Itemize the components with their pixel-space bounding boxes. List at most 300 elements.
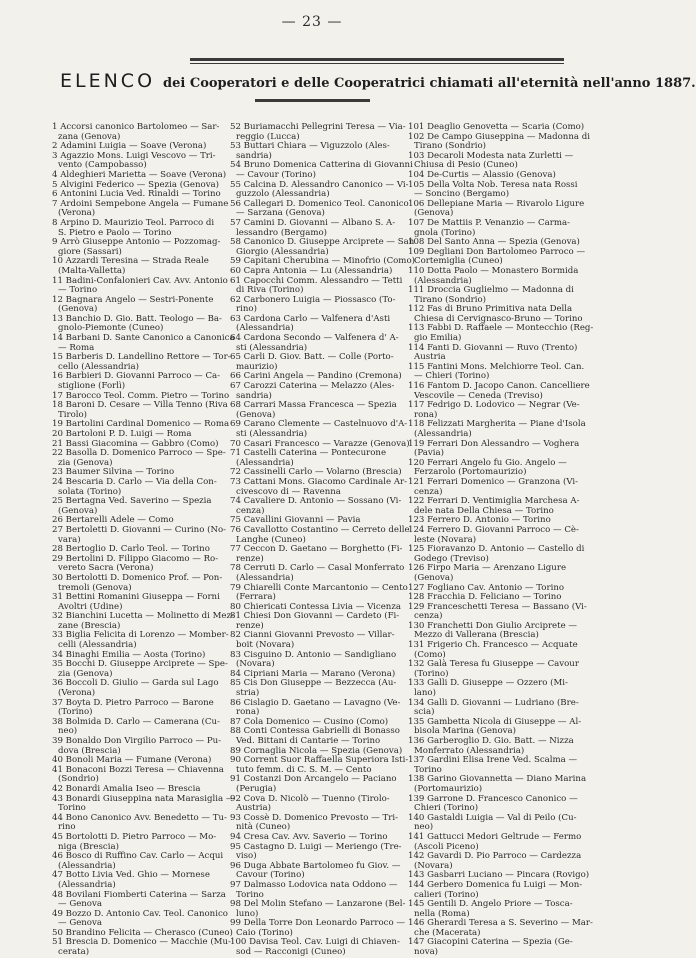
list-entry (408, 246, 586, 267)
list-entry (408, 152, 574, 171)
entry-continuation: reggio (Lucca) (236, 131, 300, 142)
entry-continuation: Tirano (Sondrio) (414, 141, 486, 152)
list-entry (408, 496, 580, 516)
entry-text: 19 Bartolini Cardinal Domenico — Roma (52, 419, 230, 430)
entry-continuation: (Genova) (236, 409, 276, 420)
entry-text: 5 Alvigini Federico — Spezia (Genova) (52, 179, 220, 190)
entry-continuation: zane (Brescia) (58, 620, 121, 631)
entry-text: 145 Gentili D. Angelo Priore — Tosca- (408, 899, 573, 910)
entry-text: 17 Barocco Teol. Comm. Pietro — Torino (52, 390, 230, 401)
entry-text: 67 Carozzi Caterina — Melazzo (Ales- (230, 381, 395, 392)
entry-text: 101 Deaglio Genovetta — Scaria (Como) (408, 122, 585, 132)
list-entry (52, 313, 222, 334)
entry-text: 117 Fedrigo D. Lodovico — Negrar (Ve- (408, 400, 580, 411)
entry-text: 65 Carli D. Giov. Batt. — Colle (Porto- (230, 352, 394, 363)
entry-continuation: Godego (Treviso) (414, 553, 489, 564)
list-entry (52, 152, 218, 171)
entry-continuation: (Portomaurizio) (414, 783, 483, 794)
entry-text: 15 Barberis D. Landellino Rettore — Tor- (52, 352, 231, 363)
entry-text: 2 Adamini Luigia — Soave (Verona) (52, 141, 207, 152)
list-entry (408, 131, 590, 152)
entry-text: 46 Bosco di Ruffino Cav. Carlo — Acqui (52, 851, 224, 862)
entry-continuation: (Verona) (58, 688, 96, 699)
entry-continuation: gio Emilia) (414, 333, 462, 344)
entry-continuation: (Sondrio) (58, 774, 99, 785)
list-entry (52, 908, 228, 929)
entry-continuation: vereto Sacra (Verona) (58, 563, 154, 574)
entry-text: 28 Bertoglio D. Carlo Teol. — Torino (52, 544, 210, 555)
list-entry (408, 361, 585, 382)
entry-text: 56 Callegari D. Domenico Teol. Canonico (230, 198, 409, 209)
entry-continuation: renze) (236, 620, 264, 631)
list-entry (230, 755, 409, 775)
list-entry (230, 382, 396, 401)
entry-continuation: — Cavour (Torino) (236, 169, 316, 180)
list-entry (408, 219, 574, 238)
entry-text: 95 Castagno D. Luigi — Meriengo (Tre- (230, 841, 402, 852)
entry-text: 94 Cresa Cav. Avv. Saverio — Torino (230, 831, 388, 842)
list-entry (52, 198, 229, 219)
entry-text: 86 Cislagio D. Gaetano — Lavagno (Ve- (230, 697, 401, 708)
list-entry (230, 631, 396, 650)
entry-continuation: Cavour (Torino) (236, 870, 305, 881)
entry-continuation: (Perugia) (236, 783, 277, 794)
entry-continuation: celli (Alessandria) (58, 640, 137, 651)
list-entry (408, 918, 593, 938)
entry-text: 18 Baroni D. Cesare — Villa Tenno (Riva (52, 400, 228, 411)
entry-text: 129 Franceschetti Teresa — Bassano (Vi- (408, 601, 587, 612)
list-entry (230, 353, 396, 372)
list-entry (52, 593, 218, 612)
entry-continuation: Langhe (Cuneo) (236, 534, 306, 545)
list-entry (230, 315, 396, 334)
list-entry (52, 793, 235, 814)
entry-continuation: — Genova (58, 918, 102, 929)
list-entry (408, 265, 579, 286)
list-entry (408, 323, 594, 344)
entry-continuation: (Novara) (414, 860, 453, 871)
list-entry (408, 697, 579, 718)
entry-continuation: di Riva (Torino) (236, 285, 304, 296)
list-entry (408, 342, 578, 363)
list-entry (52, 572, 223, 593)
list-entry (408, 879, 583, 900)
entry-continuation: Austria) (236, 803, 271, 814)
list-entry (408, 179, 578, 200)
list-entry (230, 814, 396, 833)
entry-text: 76 Cavallotto Costantino — Cerreto delle (230, 524, 410, 535)
entry-text: 51 Brescia D. Domenico — Macchie (Mu- (52, 937, 231, 948)
list-entry (52, 679, 218, 698)
list-entry (52, 275, 228, 296)
list-entry (52, 333, 235, 353)
entry-text: 36 Boccoli D. Giulio — Garda sul Lago (52, 678, 219, 689)
entry-text: 99 Della Torre Don Leonardo Parroco — (230, 918, 405, 929)
entry-continuation: zana (Genova) (58, 131, 121, 142)
entry-continuation: luno) (236, 908, 259, 919)
entry-continuation: (Alessandria) (236, 572, 294, 583)
entry-continuation: (Ascoli Piceno) (414, 841, 479, 852)
entry-text: 78 Cerruti D. Carlo — Casal Monferrato (230, 563, 405, 574)
list-entry (230, 333, 399, 353)
entry-continuation: Chiusa di Pesio (Cuneo) (414, 160, 518, 171)
entry-continuation: giore (Sassari) (58, 246, 122, 257)
entry-continuation: (Como) (414, 649, 446, 660)
entry-text: 40 Bonoli Maria — Fumane (Verona) (52, 755, 212, 766)
list-entry (408, 476, 579, 497)
entry-continuation: Tirano (Sondrio) (414, 294, 486, 305)
entry-continuation: sod — Racconigi (Cuneo) (236, 947, 346, 958)
entry-text: 103 Decaroli Modesta nata Zurletti — (408, 150, 574, 161)
entry-text: 29 Bertolini D. Filippo Giacomo — Ro- (52, 553, 219, 564)
entry-text: 110 Dotta Paolo — Monastero Bormida (408, 265, 579, 276)
entry-text: 8 Arpino D. Maurizio Teol. Parroco di (52, 217, 215, 228)
list-entry (52, 851, 224, 871)
entry-text: 80 Chiericati Contessa Livia — Vicenza (230, 601, 401, 612)
entry-continuation: Chieri (Torino) (414, 803, 479, 814)
list-entry (230, 860, 401, 881)
entry-continuation: zia (Genova) (58, 668, 113, 679)
entry-continuation: niga (Brescia) (58, 841, 119, 852)
entry-continuation: (Malta-Valletta) (58, 265, 126, 276)
entry-continuation: cello (Alessandria) (58, 361, 140, 372)
entry-continuation: — Torino (58, 285, 98, 296)
entry-text: 12 Bagnara Angelo — Sestri-Ponente (52, 294, 214, 305)
entry-continuation: stiglione (Forlì) (58, 381, 126, 392)
entry-continuation: boit (Novara) (236, 640, 295, 651)
entry-continuation: zia (Genova) (58, 457, 113, 468)
entry-continuation: neo) (58, 726, 78, 737)
list-entry (408, 716, 582, 737)
entry-text: 71 Castelli Caterina — Pontecurone (230, 448, 387, 459)
entry-continuation: nova) (414, 947, 439, 958)
entry-text: 92 Cova D. Nicolò — Tuenno (Tirolo- (230, 793, 390, 804)
entry-continuation: vento (Campobasso) (58, 160, 147, 171)
list-entry (408, 851, 582, 871)
entry-text: 58 Canonico D. Giuseppe Arciprete — San (230, 237, 415, 248)
entry-continuation: viso) (236, 851, 257, 862)
entry-text: 13 Banchio D. Gio. Batt. Teologo — Ba- (52, 313, 222, 324)
entry-continuation: (Verona) (58, 208, 96, 219)
entry-continuation: guzzolo (Alessandria) (236, 189, 330, 200)
entry-continuation: Giorgio (Alessandria) (236, 246, 329, 257)
entry-continuation: leste (Novara) (414, 534, 477, 545)
list-entry (52, 659, 228, 679)
entry-text: 82 Cianni Giovanni Prevosto — Villar- (230, 630, 395, 641)
entry-continuation: Torino (236, 889, 264, 900)
list-entry (408, 774, 587, 794)
list-entry (408, 900, 574, 919)
entry-text: 31 Bettini Romanini Giuseppa — Forni (52, 592, 220, 603)
entry-text: 89 Cornaglia Nicola — Spezia (Genova) (230, 745, 403, 756)
entry-text: 132 Galà Teresa fu Giuseppe — Cavour (408, 659, 579, 670)
list-entry (408, 419, 586, 439)
list-entry (52, 833, 218, 852)
entry-continuation: (Alessandria) (58, 879, 116, 890)
entry-continuation: neo) (414, 822, 434, 833)
entry-text: 55 Calcina D. Alessandro Canonico — Vi- (230, 179, 409, 190)
list-entry (52, 352, 231, 372)
list-entry (230, 775, 396, 794)
entry-continuation: cerata) (58, 947, 90, 958)
list-entry (230, 237, 415, 257)
column-1 (52, 122, 235, 958)
list-entry (52, 371, 221, 392)
list-entry (408, 286, 574, 305)
entry-text: 127 Fogliano Cav. Antonio — Torino (408, 582, 565, 593)
list-entry (52, 219, 218, 238)
entry-text: 135 Gambetta Nicola di Giuseppe — Al- (408, 716, 582, 727)
entry-text: 27 Bertoletti D. Giovanni — Curino (No- (52, 524, 227, 535)
list-entry (230, 899, 406, 919)
list-entry (52, 699, 218, 718)
entry-text: 35 Bocchi D. Giuseppe Arciprete — Spe- (52, 659, 228, 670)
entry-text: 50 Brandino Felicita — Cherasco (Cuneo) (52, 927, 233, 938)
entry-continuation: (Alessandria) (414, 275, 472, 286)
list-entry (408, 831, 582, 852)
column-2 (230, 122, 415, 958)
entry-text: 63 Cardona Carlo — Valfenera d'Asti (230, 313, 391, 324)
entry-text: 6 Antonini Lucia Ved. Rinaldi — Torino (52, 189, 221, 200)
entry-continuation: sandria) (236, 390, 272, 401)
entry-text: 75 Cavallini Giovanni — Pavia (230, 515, 361, 526)
list-entry (408, 459, 574, 478)
entry-text: 32 Bianchini Lucetta — Molinetto di Mez- (52, 611, 234, 622)
entry-text: 22 Basolla D. Domenico Parroco — Spe- (52, 448, 226, 459)
entry-text: 26 Bertarelli Adele — Como (52, 515, 174, 526)
entry-text: 133 Galli D. Giuseppe — Ozzero (Mi- (408, 678, 568, 689)
list-entry (52, 611, 234, 631)
entry-text: 115 Fantini Mons. Melchiorre Teol. Can. (408, 361, 585, 372)
list-entry (408, 737, 574, 756)
entry-continuation: S. Pietro e Paolo — Torino (58, 227, 172, 238)
list-entry (230, 841, 402, 862)
entry-text: 128 Fracchia D. Feliciano — Torino (408, 592, 562, 603)
entry-continuation: Chiesa di Cervignasco-Bruno — Torino (414, 313, 583, 324)
entry-text: 41 Bonaconi Bozzi Teresa — Chiavenna (52, 764, 224, 775)
entry-text: 44 Bono Canonico Avv. Benedetto — Tu- (52, 812, 227, 823)
entry-text: 4 Aldeghieri Marietta — Soave (Verona) (52, 169, 227, 180)
list-entry (230, 142, 396, 161)
entry-text: 144 Gerbero Domenica fu Luigi — Mon- (408, 879, 583, 890)
list-entry (230, 275, 403, 296)
entry-text: 52 Buriamacchi Pellegrini Teresa — Via- (230, 122, 406, 132)
entry-continuation: gnola (Torino) (414, 227, 476, 238)
entry-continuation: tremoli (Genova) (58, 582, 132, 593)
entry-text: 137 Gardini Elisa Irene Ved. Scalma — (408, 755, 578, 766)
entry-continuation: nità (Cuneo) (236, 822, 291, 833)
entry-continuation: tuto femm. di C. S. M. — Cento (236, 764, 372, 775)
entry-text: 10 Azzardi Teresina — Strada Reale (52, 256, 209, 267)
entry-text: 130 Franchetti Don Giulio Arciprete — (408, 620, 578, 631)
list-entry (230, 401, 396, 420)
entry-text: 106 Dellepiane Maria — Rivarolo Ligure (408, 198, 585, 209)
entry-text: 146 Gherardi Teresa a S. Severino — Mar- (408, 918, 593, 929)
entry-continuation: scia) (414, 707, 435, 718)
list-entry (408, 620, 578, 641)
entry-text: 126 Firpo Maria — Arenzano Ligure (408, 563, 567, 574)
page-number: — 23 — (281, 14, 343, 30)
entry-continuation: solata (Torino) (58, 486, 122, 497)
entry-continuation: lano) (414, 688, 436, 699)
list-entry (408, 755, 578, 775)
entry-continuation: sti (Alessandria) (236, 429, 308, 439)
list-entry (52, 937, 231, 958)
list-entry (408, 381, 590, 401)
entry-continuation: (Novara) (236, 659, 275, 670)
list-entry (52, 478, 218, 497)
entry-text: 109 Degliani Don Bartolomeo Parroco — (408, 246, 586, 257)
entry-text: 142 Gavardi D. Pio Parroco — Cardezza (408, 851, 582, 862)
entry-continuation: sti (Alessandria) (236, 342, 308, 353)
list-entry (230, 296, 396, 315)
list-entry (230, 198, 409, 219)
entry-text: 23 Baumer Silvina — Torino (52, 467, 175, 478)
entry-text: 124 Ferrero D. Giovanni Parroco — Cè- (408, 524, 579, 535)
entry-text: 37 Boyta D. Pietro Parroco — Barone (52, 697, 214, 708)
list-entry (230, 544, 403, 564)
entry-continuation: (Torino) (414, 668, 449, 679)
top-ornament-rule (190, 58, 564, 61)
entry-text: 120 Ferrari Angelo fu Gio. Angelo — (408, 457, 567, 468)
entry-continuation: (Alessandria) (414, 429, 472, 439)
entry-text: 16 Barbieri D. Giovanni Parroco — Ca- (52, 371, 221, 382)
entry-text: 7 Ardoini Sempebone Angela — Fumane (52, 198, 229, 209)
list-entry (230, 496, 402, 516)
list-entry (408, 938, 574, 957)
entry-continuation: renze) (236, 553, 264, 564)
list-entry (230, 918, 405, 938)
entry-text: 72 Cassinelli Carlo — Volarno (Brescia) (230, 467, 402, 478)
list-entry (52, 718, 218, 737)
list-entry (230, 679, 396, 698)
list-entry (408, 640, 578, 660)
entry-continuation: — Genova (58, 899, 102, 910)
entry-text: 48 Bovilani Fiomberti Caterina — Sarza (52, 889, 226, 900)
list-entry (408, 544, 585, 564)
list-entry (408, 601, 587, 622)
entry-text: 34 Binaghi Emilia — Aosta (Torino) (52, 649, 206, 660)
list-entry (230, 651, 396, 670)
list-entry (408, 198, 585, 219)
entry-continuation: dova (Brescia) (58, 745, 121, 756)
entry-text: 1 Accorsi canonico Bartolomeo — Sar- (52, 122, 220, 132)
list-entry (230, 122, 406, 142)
list-entry (408, 564, 574, 583)
list-entry (52, 524, 227, 545)
entry-text: 111 Droccia Guglielmo — Madonna di (408, 285, 574, 296)
entry-continuation: Cortemiglia (Cuneo) (414, 256, 503, 267)
list-entry (52, 764, 224, 785)
entry-text: 136 Garberoglio D. Gio. Batt. — Nizza (408, 736, 574, 746)
entry-continuation: nella (Roma) (414, 908, 470, 919)
entry-continuation: (Alessandria) (236, 323, 294, 334)
entry-text: 104 De-Curtis — Alassio (Genova) (408, 169, 556, 180)
entry-text: 88 Conti Contessa Gabrielli di Bonasso (230, 726, 400, 737)
entry-text: 113 Fabbi D. Raffaele — Montecchio (Reg- (408, 323, 594, 334)
entry-text: 119 Ferrari Don Alessandro — Voghera (408, 438, 580, 449)
entry-continuation: Ferzarolo (Portomaurizio) (414, 467, 527, 478)
entry-continuation: calieri (Torino) (414, 889, 479, 900)
list-entry (408, 679, 574, 698)
entry-continuation: rona) (236, 707, 260, 718)
list-entry (408, 659, 579, 679)
entry-text: 54 Bruno Domenica Catterina di Giovanni (230, 160, 413, 171)
list-entry (52, 736, 222, 756)
list-entry (230, 795, 396, 814)
entry-text: 77 Ceccon D. Gaetano — Borghetto (Fi- (230, 544, 403, 555)
list-entry (408, 400, 580, 420)
entry-text: 79 Chiarelli Conte Marcantonio — Cento (230, 582, 408, 593)
list-entry (52, 123, 218, 142)
entry-continuation: gnolo-Piemonte (Cuneo) (58, 323, 164, 334)
list-entry (52, 889, 226, 910)
list-entry (52, 555, 218, 574)
entry-continuation: (Alessandria) (58, 860, 116, 871)
entry-continuation: rino (58, 822, 76, 833)
list-entry (230, 160, 413, 180)
entry-text: 138 Garino Giovannetta — Diano Marina (408, 774, 587, 785)
entry-text: 68 Carrari Massa Francesca — Spezia (230, 400, 397, 411)
entry-continuation: Mezzo di Vallerana (Brescia) (414, 630, 539, 641)
entry-text: 81 Chiesi Don Giovanni — Cardeto (Fi- (230, 611, 400, 622)
entry-text: 100 Davisa Teol. Cav. Luigi di Chiaven- (230, 937, 400, 948)
list-entry (408, 793, 578, 814)
entry-continuation: rino) (236, 304, 257, 315)
entry-continuation: che (Macerata) (414, 927, 481, 938)
entry-continuation: (Genova) (414, 572, 454, 583)
entry-text: 61 Capocchi Comm. Alessandro — Tetti (230, 275, 403, 286)
entry-text: 73 Cattani Mons. Giacomo Cardinale Ar- (230, 476, 408, 487)
entry-text: 125 Fioravanzo D. Antonio — Castello di (408, 544, 585, 555)
entry-continuation: — Chieri (Torino) (414, 371, 490, 382)
entry-text: 87 Cola Domenico — Cusino (Como) (230, 716, 389, 727)
entry-text: 147 Giacopini Caterina — Spezia (Ge- (408, 937, 573, 948)
entry-text: 116 Fantom D. Jacopo Canon. Cancelliere (408, 381, 590, 392)
entry-text: 91 Costanzi Don Arcangelo — Paciano (230, 774, 397, 785)
entry-continuation: Avoltri (Udine) (58, 601, 123, 612)
list-entry (230, 219, 396, 238)
entry-text: 14 Barbani D. Sante Canonico a Canonica (52, 333, 235, 344)
list-entry (52, 448, 226, 468)
entry-continuation: (Alessandria) (236, 457, 294, 468)
title-underline-rule (255, 99, 370, 102)
entry-text: 105 Della Volta Nob. Teresa nata Rossi (408, 179, 578, 190)
entry-continuation: Caio (Torino) (236, 927, 293, 938)
list-entry (52, 871, 218, 890)
entry-continuation: — Soncino (Bergamo) (414, 189, 510, 200)
entry-text: 62 Carbonero Luigia — Piossasco (To- (230, 294, 396, 305)
entry-text: 25 Bertagna Ved. Saverino — Spezia (52, 496, 212, 507)
list-entry (408, 304, 583, 324)
entry-text: 42 Bonardi Amalia Iseo — Brescia (52, 783, 201, 794)
list-entry (52, 497, 218, 516)
entry-text: 45 Bortolotti D. Pietro Parroco — Mo- (52, 831, 217, 842)
entry-continuation: maurizio) (236, 361, 278, 372)
entry-continuation: (Torino) (58, 707, 93, 718)
obituary-list (52, 122, 594, 958)
entry-continuation: sandria) (236, 150, 272, 161)
entry-continuation: Ved. Bittani di Cantarie — Torino (236, 736, 381, 746)
entry-text: 131 Frigerio Ch. Francesco — Acquate (408, 640, 578, 651)
entry-text: 59 Capitani Cherubina — Minofrio (Como) (230, 256, 415, 267)
entry-text: 66 Carini Angela — Pandino (Cremona) (230, 371, 402, 382)
entry-text: 134 Galli D. Giovanni — Ludriano (Bre- (408, 697, 579, 708)
entry-text: 85 Cis Don Giuseppe — Bezzecca (Au- (230, 678, 397, 689)
entry-text: 74 Cavaliere D. Antonio — Sossano (Vi- (230, 496, 402, 507)
entry-text: 30 Bertolotti D. Domenico Prof. — Pon- (52, 572, 223, 583)
entry-continuation: (Ferrara) (236, 592, 276, 603)
